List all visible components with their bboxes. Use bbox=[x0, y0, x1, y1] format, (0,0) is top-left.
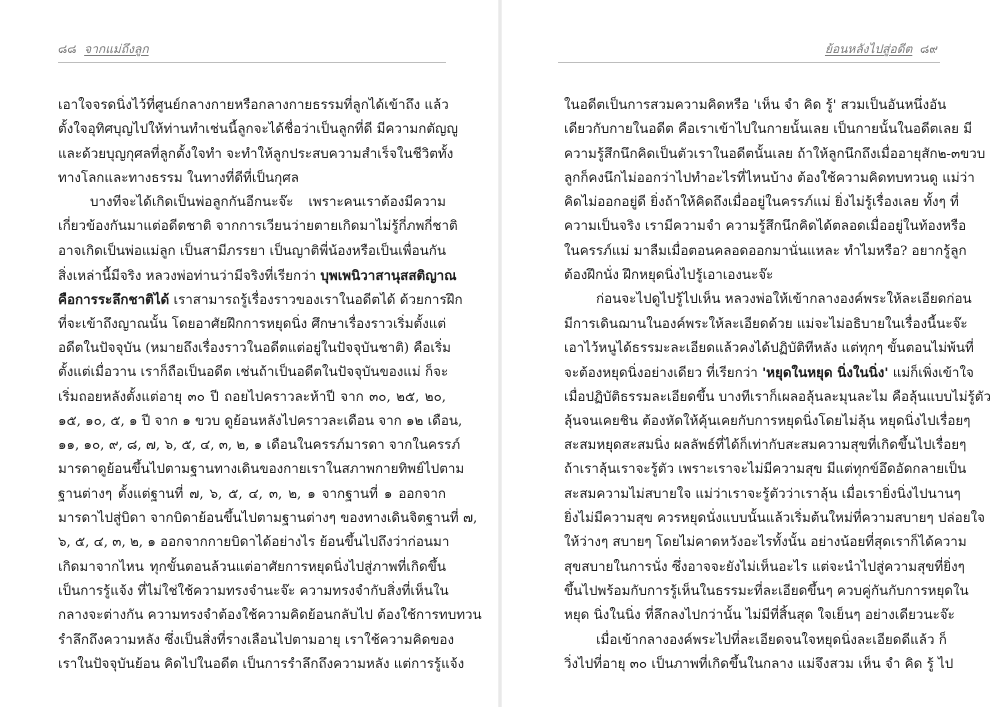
left-body-text bbox=[58, 94, 482, 677]
left-running-header bbox=[58, 40, 149, 59]
text-line: เป็นการรู้แจ้ง ที่ไม่ใช่ใช้ความทรงจำนะจ๊ะ ความทรงจำกับสิ่งที่เห็นใน bbox=[58, 583, 449, 599]
text-line: เกี่ยวข้องกันมาแต่อดีตชาติ จากการเวียนว่ายตายเกิดมาไม่รู้กี่ภพกี่ชาติ bbox=[58, 219, 458, 235]
text-segment: จะต้องหยุดนิ่งอย่างเดียว ที่เรียกว่า bbox=[564, 366, 763, 382]
right-body-text bbox=[564, 94, 992, 677]
text-line: ลุ้นจนเคยชิน ต้องหัดให้คุ้นเคยกับการหยุดนิ่งโดยไม่ลุ้น หยุดนิ่งไปเรื่อยๆ bbox=[564, 413, 971, 429]
text-line: และด้วยบุญกุศลที่ลูกตั้งใจทำ จะทำให้ลูกประสบความสำเร็จในชีวิตทั้ง bbox=[58, 146, 454, 162]
text-line: กลางจะต่างกัน ความทรงจำต้องใช้ความคิดย้อนกลับไป ต้องใช้การทบทวน bbox=[58, 608, 482, 624]
text-line: สุขสบายในการนั่ง ซึ่งอาจจะยังไม่เห็นอะไร แต่จะนำไปสู่ความสุขที่ยิ่งๆ bbox=[564, 559, 965, 575]
right-running-title: ย้อนหลังไปสู่อดีต bbox=[824, 42, 913, 56]
text-line: ๑๑, ๑๐, ๙, ๘, ๗, ๖, ๕, ๔, ๓, ๒, ๑ เดือนในครรภ์มารดา จากในครรภ์ bbox=[58, 438, 461, 454]
text-segment: เราสามารถรู้เรื่องราวของเราในอดีตได้ ด้วยการฝึก bbox=[169, 293, 463, 309]
text-line: เมื่อปฏิบัติธรรมละเอียดขึ้น บางทีเราก็เผลอลุ้นละมุนละไม คือลุ้นแบบไม่รู้ตัว bbox=[564, 389, 992, 405]
left-header-rule bbox=[58, 62, 446, 63]
text-line: หยุด นิ่งในนิ่ง ที่ลึกลงไปกว่านั้น ไม่มีที่สิ้นสุด ใจเย็นๆ อย่างเดียวนะจ๊ะ bbox=[564, 608, 955, 624]
right-header-rule bbox=[558, 62, 940, 63]
text-line: รำลึกถึงความหลัง ซึ่งเป็นสิ่งที่รางเลือนไปตามอายุ เราใช้ความคิดของ bbox=[58, 632, 455, 648]
text-line: อาจเกิดเป็นพ่อแม่ลูก เป็นสามีภรรยา เป็นญาติพี่น้องหรือเป็นเพื่อนกัน bbox=[58, 243, 447, 259]
text-line: เริ่มถอยหลังตั้งแต่อายุ ๓๐ ปี ถอยไปคราวละห้าปี จาก ๓๐, ๒๕, ๒๐, bbox=[58, 389, 446, 405]
text-segment: แม่ก็เพิ่งเข้าใจ bbox=[888, 366, 974, 382]
text-line: ที่จะเข้าถึงญาณนั้น โดยอาศัยฝึกการหยุดนิ่ง ศึกษาเรื่องราวเริ่มตั้งแต่ bbox=[58, 316, 447, 332]
text-line: สะสมหยุดสะสมนิ่ง ผลลัพธ์ที่ได้ก็เท่ากับสะสมความสุขที่เกิดขึ้นไปเรื่อยๆ bbox=[564, 438, 967, 454]
text-line: เอาไว้หนูได้ธรรมะละเอียดแล้วคงได้ปฏิบัติทีหลัง แต่ทุกๆ ขั้นตอนไม่พ้นที่ bbox=[564, 340, 974, 356]
text-line: เกิดมาจากไหน ทุกขั้นตอนล้วนแต่อาศัยการหยุดนิ่งไปสู่ภาพที่เกิดขึ้น bbox=[58, 559, 446, 575]
text-line: ความรู้สึกนึกคิดเป็นตัวเราในอดีตนั้นเลย ถ้าให้ลูกนึกถึงเมื่ออายุสัก๒-๓ขวบ bbox=[564, 146, 986, 162]
text-line: ฐานต่างๆ ตั้งแต่ฐานที่ ๗, ๖, ๕, ๔, ๓, ๒, ๑ จากฐานที่ ๑ ออกจาก bbox=[58, 486, 446, 502]
text-line: เดียวกับกายในอดีต คือเราเข้าไปในกายนั้นเลย เป็นกายนั้นในอดีตเลย มี bbox=[564, 122, 973, 138]
text-line: ในครรภ์แม่ มาลืมเมื่อตอนคลอดออกมานั่นแหละ ทำไมหรือ? อยากรู้ลูก bbox=[564, 243, 967, 259]
left-page-number: ๘๘ bbox=[58, 42, 77, 56]
text-line: ตั้งแต่เมื่อวาน เราก็ถือเป็นอดีต เช่นถ้าเป็นอดีตในปัจจุบันของแม่ ก็จะ bbox=[58, 365, 449, 381]
text-line: ความเป็นจริง เรามีความจำ ความรู้สึกนึกคิดได้ตลอดเมื่ออยู่ในท้องหรือ bbox=[564, 219, 967, 235]
text-line: ให้ว่างๆ สบายๆ โดยไม่คาดหวังอะไรทั้งนั้น อย่างน้อยที่สุดเราก็ได้ความ bbox=[564, 535, 967, 551]
text-line bbox=[58, 264, 457, 288]
text-line: ทางโลกและทางธรรม ในทางที่ดีที่เป็นกุศล bbox=[58, 170, 299, 186]
right-page-number: ๘๙ bbox=[919, 42, 938, 56]
text-line: ลูกก็คงนึกไม่ออกว่าไปทำอะไรที่ไหนบ้าง ต้องใช้ความคิดทบทวนดู แม่ว่า bbox=[564, 170, 975, 186]
text-line: มีการเดินฌานในองค์พระให้ละเอียดด้วย แม่จะไม่อธิบายในเรื่องนี้นะจ๊ะ bbox=[564, 316, 968, 332]
text-line: ในอดีตเป็นการสวมความคิดหรือ 'เห็น จำ คิด รู้' สวมเป็นอันหนึ่งอัน bbox=[564, 98, 947, 113]
text-line: บางทีจะได้เกิดเป็นพ่อลูกกันอีกนะจ๊ะ เพราะคนเราต้องมีความ bbox=[90, 195, 446, 211]
text-line: สะสมความไม่สบายใจ แม่ว่าเราจะรู้ตัวว่าเราลุ้น เมื่อเรายิ่งนิ่งไปนานๆ bbox=[564, 486, 961, 502]
text-line: เมื่อเข้ากลางองค์พระไปที่ละเอียดจนใจหยุดนิ่งละเอียดดีแล้ว ก็ bbox=[596, 632, 947, 648]
right-running-header bbox=[825, 40, 938, 59]
text-line: มารดาไปสู่บิดา จากบิดาย้อนขึ้นไปตามฐานต่างๆ ของทางเดินจิตฐานที่ ๗, bbox=[58, 511, 478, 527]
text-line: ก่อนจะไปดูไปรู้ไปเห็น หลวงพ่อให้เข้ากลางองค์พระให้ละเอียดก่อน bbox=[596, 292, 972, 308]
text-line: ยิ่งไม่มีความสุข ควรหยุดนั่งแบบนั้นแล้วเริ่มต้นใหม่ที่ความสบายๆ ปล่อยใจ bbox=[564, 511, 985, 527]
bold-term: บุพเพนิวาสานุสสติญาณ bbox=[320, 268, 457, 285]
text-line: ตั้งใจอุทิศบุญไปให้ท่านทำเช่นนี้ลูกจะได้ชื่อว่าเป็นลูกที่ดี มีความกตัญญู bbox=[58, 122, 458, 138]
text-segment: สิ่งเหล่านี้มีจริง หลวงพ่อท่านว่ามีจริงที่เรียกว่า bbox=[58, 269, 321, 285]
text-line: วิ่งไปที่อายุ ๓๐ เป็นภาพที่เกิดขึ้นในกลาง แม่จึงสวม เห็น จำ คิด รู้ ไป bbox=[564, 656, 954, 672]
text-line: ต้องฝึกนั่ง ฝึกหยุดนิ่งไปรู้เอาเองนะจ๊ะ bbox=[564, 268, 774, 284]
bold-term: คือการระลึกชาติได้ bbox=[58, 292, 170, 309]
text-line bbox=[564, 361, 974, 385]
text-line: คิดไม่ออกอยู่ดี ยิ่งถ้าให้คิดถึงเมื่ออยู่ในครรภ์แม่ ยิ่งไม่รู้เรื่องเลย ทั้งๆ ที่ bbox=[564, 195, 959, 211]
text-line bbox=[58, 288, 463, 312]
text-line: อดีตในปัจจุบัน (หมายถึงเรื่องราวในอดีตแต่อยู่ในปัจจุบันชาติ) คือเริ่ม bbox=[58, 340, 451, 356]
text-line: เราในปัจจุบันย้อน คิดไปในอดีต เป็นการรำลึกถึงความหลัง แต่การรู้แจ้ง bbox=[58, 656, 465, 672]
left-running-title: จากแม่ถึงลูก bbox=[84, 42, 149, 56]
text-line: เอาใจจรดนิ่งไว้ที่ศูนย์กลางกายหรือกลางกายธรรมที่ลูกได้เข้าถึง แล้ว bbox=[58, 98, 449, 113]
text-line: ขึ้นไปพร้อมกับการรู้เห็นในธรรมะที่ละเอียดขึ้นๆ ควบคู่กันกับการหยุดใน bbox=[564, 583, 969, 599]
text-line: ถ้าเราลุ้นเราจะรู้ตัว เพราะเราจะไม่มีความสุข มีแต่ทุกข์อึดอัดกลายเป็น bbox=[564, 462, 967, 478]
text-line: ๖, ๕, ๔, ๓, ๒, ๑ ออกจากกายบิดาได้อย่างไร ย้อนขึ้นไปถึงว่าก่อนมา bbox=[58, 535, 450, 551]
right-page bbox=[500, 0, 1000, 707]
text-line: มารดาดูย้อนขึ้นไปตามฐานทางเดินของกายเราในสภาพกายทิพย์ไปตาม bbox=[58, 462, 465, 478]
text-line: ๑๕, ๑๐, ๕, ๑ ปี จาก ๑ ขวบ ดูย้อนหลังไปคราวละเดือน จาก ๑๒ เดือน, bbox=[58, 413, 463, 429]
bold-term: 'หยุดในหยุด นิ่งในนิ่ง' bbox=[762, 365, 889, 382]
